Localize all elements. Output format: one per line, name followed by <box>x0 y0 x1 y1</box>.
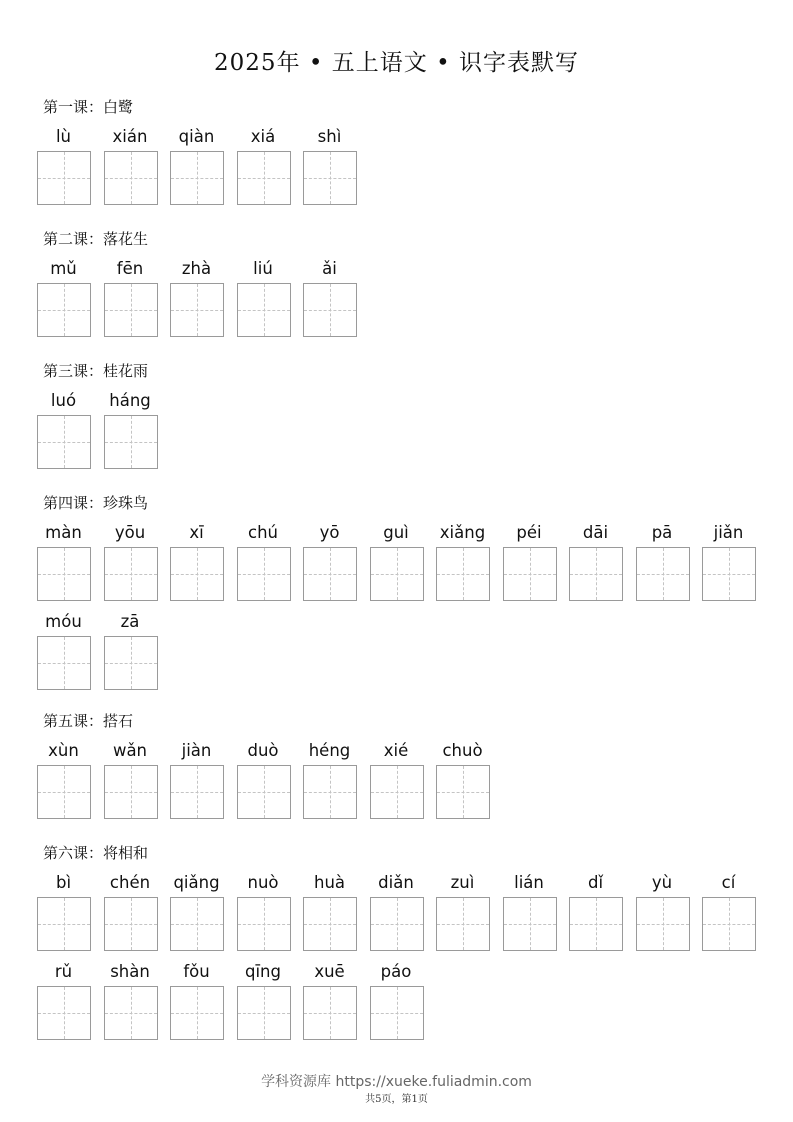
pinyin-label: lián <box>514 873 544 892</box>
grid-guide-vertical <box>197 766 198 818</box>
character-cell <box>370 740 423 819</box>
pinyin-label: zhà <box>181 259 212 278</box>
grid-guide-vertical <box>463 766 464 818</box>
character-cell <box>636 522 689 601</box>
pinyin-row <box>37 126 777 205</box>
pinyin-label: lù <box>55 127 72 146</box>
tianzige-writing-box <box>237 547 291 601</box>
tianzige-writing-box <box>237 283 291 337</box>
pinyin-label: yō <box>319 523 340 542</box>
pinyin-label: háng <box>109 391 151 410</box>
grid-guide-vertical <box>729 898 730 950</box>
character-cell <box>303 522 356 601</box>
pinyin-label: chén <box>109 873 151 892</box>
pinyin-label: xié <box>383 741 409 760</box>
pinyin-label: xùn <box>48 741 79 760</box>
tianzige-writing-box <box>237 986 291 1040</box>
tianzige-writing-box <box>303 547 357 601</box>
grid-guide-vertical <box>397 898 398 950</box>
character-cell <box>237 126 290 205</box>
character-cell <box>237 522 290 601</box>
tianzige-writing-box <box>370 897 424 951</box>
pinyin-label: dāi <box>582 523 609 542</box>
pinyin-label: páo <box>380 962 412 981</box>
pinyin-label: dǐ <box>587 873 604 892</box>
tianzige-writing-box <box>37 897 91 951</box>
pinyin-label: xuē <box>314 962 345 981</box>
pinyin-label: zā <box>120 612 140 631</box>
pinyin-label: qīng <box>245 962 281 981</box>
character-cell <box>37 740 90 819</box>
grid-guide-vertical <box>530 548 531 600</box>
pinyin-label: móu <box>45 612 82 631</box>
tianzige-writing-box <box>237 765 291 819</box>
tianzige-writing-box <box>104 636 158 690</box>
tianzige-writing-box <box>702 547 756 601</box>
character-cell <box>503 522 556 601</box>
pinyin-label: bì <box>55 873 72 892</box>
pinyin-label: mǔ <box>50 259 77 278</box>
tianzige-writing-box <box>104 283 158 337</box>
grid-guide-vertical <box>663 898 664 950</box>
tianzige-writing-box <box>170 151 224 205</box>
pinyin-label: xiá <box>250 127 276 146</box>
pinyin-label: shì <box>317 127 342 146</box>
character-cell <box>569 522 622 601</box>
pinyin-label: zuì <box>450 873 475 892</box>
grid-guide-vertical <box>131 548 132 600</box>
tianzige-writing-box <box>370 986 424 1040</box>
tianzige-writing-box <box>170 283 224 337</box>
pinyin-row <box>37 258 777 337</box>
character-cell <box>237 961 290 1040</box>
character-cell <box>37 390 90 469</box>
character-cell <box>303 126 356 205</box>
grid-guide-vertical <box>330 898 331 950</box>
tianzige-writing-box <box>569 547 623 601</box>
lesson-title: 第一课：白鹭 <box>43 98 134 116</box>
tianzige-writing-box <box>104 151 158 205</box>
tianzige-writing-box <box>104 897 158 951</box>
grid-guide-vertical <box>64 284 65 336</box>
grid-guide-vertical <box>463 548 464 600</box>
character-cell <box>170 872 223 951</box>
character-cell <box>303 961 356 1040</box>
tianzige-writing-box <box>37 151 91 205</box>
character-cell <box>37 126 90 205</box>
grid-guide-vertical <box>397 766 398 818</box>
grid-guide-vertical <box>596 548 597 600</box>
lesson-title: 第五课：搭石 <box>43 712 134 730</box>
pinyin-row <box>37 611 777 690</box>
tianzige-writing-box <box>37 986 91 1040</box>
pinyin-label: péi <box>516 523 542 542</box>
pinyin-label: pā <box>651 523 673 542</box>
tianzige-writing-box <box>370 765 424 819</box>
lesson-section <box>37 492 777 700</box>
character-cell <box>37 961 90 1040</box>
grid-guide-vertical <box>264 548 265 600</box>
tianzige-writing-box <box>104 547 158 601</box>
footer-source: 学科资源库 https://xueke.fuliadmin.com <box>261 1074 532 1090</box>
character-cell <box>104 390 157 469</box>
character-cell <box>170 522 223 601</box>
pinyin-label: xián <box>112 127 148 146</box>
grid-guide-vertical <box>64 416 65 468</box>
grid-guide-vertical <box>264 284 265 336</box>
pinyin-label: nuò <box>247 873 279 892</box>
pinyin-label: jiǎn <box>713 523 744 542</box>
tianzige-writing-box <box>104 986 158 1040</box>
pinyin-row <box>37 522 777 601</box>
pinyin-row <box>37 740 777 819</box>
tianzige-writing-box <box>636 547 690 601</box>
grid-guide-vertical <box>131 766 132 818</box>
tianzige-writing-box <box>503 547 557 601</box>
tianzige-writing-box <box>237 151 291 205</box>
grid-guide-vertical <box>330 766 331 818</box>
character-cell <box>702 872 755 951</box>
tianzige-writing-box <box>170 897 224 951</box>
tianzige-writing-box <box>303 986 357 1040</box>
page-title: 2025年 • 五上语文 • 识字表默写 <box>214 50 579 76</box>
tianzige-writing-box <box>37 636 91 690</box>
grid-guide-vertical <box>197 152 198 204</box>
tianzige-writing-box <box>104 765 158 819</box>
grid-guide-vertical <box>64 637 65 689</box>
grid-guide-vertical <box>264 987 265 1039</box>
tianzige-writing-box <box>303 765 357 819</box>
character-cell <box>104 258 157 337</box>
grid-guide-vertical <box>530 898 531 950</box>
lesson-section <box>37 228 777 347</box>
pinyin-label: liú <box>253 259 273 278</box>
grid-guide-vertical <box>264 152 265 204</box>
tianzige-writing-box <box>37 415 91 469</box>
tianzige-writing-box <box>303 283 357 337</box>
character-cell <box>503 872 556 951</box>
grid-guide-vertical <box>64 152 65 204</box>
character-cell <box>436 740 489 819</box>
tianzige-writing-box <box>503 897 557 951</box>
pinyin-label: xiǎng <box>439 523 486 542</box>
grid-guide-vertical <box>463 898 464 950</box>
character-cell <box>104 740 157 819</box>
tianzige-writing-box <box>303 897 357 951</box>
pinyin-label: shàn <box>110 962 150 981</box>
pinyin-label: chú <box>248 523 278 542</box>
character-cell <box>37 872 90 951</box>
character-cell <box>37 611 90 690</box>
grid-guide-vertical <box>596 898 597 950</box>
character-cell <box>370 522 423 601</box>
pinyin-label: cí <box>721 873 736 892</box>
character-cell <box>370 872 423 951</box>
tianzige-writing-box <box>104 415 158 469</box>
lesson-title: 第二课：落花生 <box>43 230 149 248</box>
page-counter: 共5页，第1页 <box>365 1094 428 1105</box>
pinyin-label: wǎn <box>112 741 148 760</box>
tianzige-writing-box <box>170 765 224 819</box>
grid-guide-vertical <box>64 766 65 818</box>
grid-guide-vertical <box>264 766 265 818</box>
grid-guide-vertical <box>197 548 198 600</box>
tianzige-writing-box <box>702 897 756 951</box>
character-cell <box>104 872 157 951</box>
pinyin-label: duò <box>247 741 279 760</box>
pinyin-label: ǎi <box>322 259 337 278</box>
tianzige-writing-box <box>636 897 690 951</box>
pinyin-row <box>37 961 777 1040</box>
character-cell <box>170 258 223 337</box>
grid-guide-vertical <box>131 637 132 689</box>
tianzige-writing-box <box>436 897 490 951</box>
grid-guide-vertical <box>64 898 65 950</box>
pinyin-label: luó <box>50 391 77 410</box>
character-cell <box>702 522 755 601</box>
pinyin-label: fǒu <box>183 962 210 981</box>
lesson-title: 第六课：将相和 <box>43 844 149 862</box>
tianzige-writing-box <box>37 547 91 601</box>
tianzige-writing-box <box>436 765 490 819</box>
character-cell <box>636 872 689 951</box>
pinyin-label: xī <box>189 523 204 542</box>
pinyin-label: rǔ <box>54 962 73 981</box>
pinyin-label: diǎn <box>378 873 414 892</box>
grid-guide-vertical <box>663 548 664 600</box>
grid-guide-vertical <box>264 898 265 950</box>
pinyin-row <box>37 872 777 951</box>
character-cell <box>436 522 489 601</box>
lesson-title: 第四课：珍珠鸟 <box>43 494 149 512</box>
character-cell <box>370 961 423 1040</box>
pinyin-label: màn <box>45 523 82 542</box>
grid-guide-vertical <box>197 898 198 950</box>
grid-guide-vertical <box>397 548 398 600</box>
character-cell <box>37 258 90 337</box>
lesson-section <box>37 96 777 215</box>
tianzige-writing-box <box>170 986 224 1040</box>
lesson-section <box>37 710 777 829</box>
pinyin-label: yōu <box>114 523 146 542</box>
lesson-section <box>37 360 777 479</box>
pinyin-row <box>37 390 777 469</box>
tianzige-writing-box <box>569 897 623 951</box>
grid-guide-vertical <box>131 152 132 204</box>
pinyin-label: qiǎng <box>173 873 220 892</box>
character-cell <box>104 522 157 601</box>
pinyin-label: huà <box>313 873 346 892</box>
character-cell <box>436 872 489 951</box>
grid-guide-vertical <box>330 284 331 336</box>
character-cell <box>303 258 356 337</box>
pinyin-label: chuò <box>442 741 483 760</box>
character-cell <box>569 872 622 951</box>
lesson-title: 第三课：桂花雨 <box>43 362 149 380</box>
pinyin-label: qiàn <box>178 127 215 146</box>
character-cell <box>170 740 223 819</box>
tianzige-writing-box <box>303 151 357 205</box>
character-cell <box>170 961 223 1040</box>
grid-guide-vertical <box>131 898 132 950</box>
grid-guide-vertical <box>197 284 198 336</box>
grid-guide-vertical <box>330 987 331 1039</box>
character-cell <box>303 872 356 951</box>
grid-guide-vertical <box>64 987 65 1039</box>
tianzige-writing-box <box>436 547 490 601</box>
character-cell <box>237 258 290 337</box>
character-cell <box>237 872 290 951</box>
grid-guide-vertical <box>131 284 132 336</box>
character-cell <box>104 611 157 690</box>
pinyin-label: guì <box>383 523 409 542</box>
pinyin-label: yù <box>651 873 673 892</box>
tianzige-writing-box <box>370 547 424 601</box>
character-cell <box>237 740 290 819</box>
grid-guide-vertical <box>330 152 331 204</box>
grid-guide-vertical <box>397 987 398 1039</box>
lesson-section <box>37 842 777 1050</box>
grid-guide-vertical <box>197 987 198 1039</box>
tianzige-writing-box <box>37 283 91 337</box>
character-cell <box>104 961 157 1040</box>
tianzige-writing-box <box>170 547 224 601</box>
character-cell <box>303 740 356 819</box>
grid-guide-vertical <box>64 548 65 600</box>
grid-guide-vertical <box>131 416 132 468</box>
grid-guide-vertical <box>330 548 331 600</box>
pinyin-label: jiàn <box>181 741 212 760</box>
grid-guide-vertical <box>729 548 730 600</box>
tianzige-writing-box <box>37 765 91 819</box>
grid-guide-vertical <box>131 987 132 1039</box>
tianzige-writing-box <box>237 897 291 951</box>
character-cell <box>104 126 157 205</box>
pinyin-label: héng <box>308 741 351 760</box>
character-cell <box>37 522 90 601</box>
character-cell <box>170 126 223 205</box>
pinyin-label: fēn <box>116 259 144 278</box>
